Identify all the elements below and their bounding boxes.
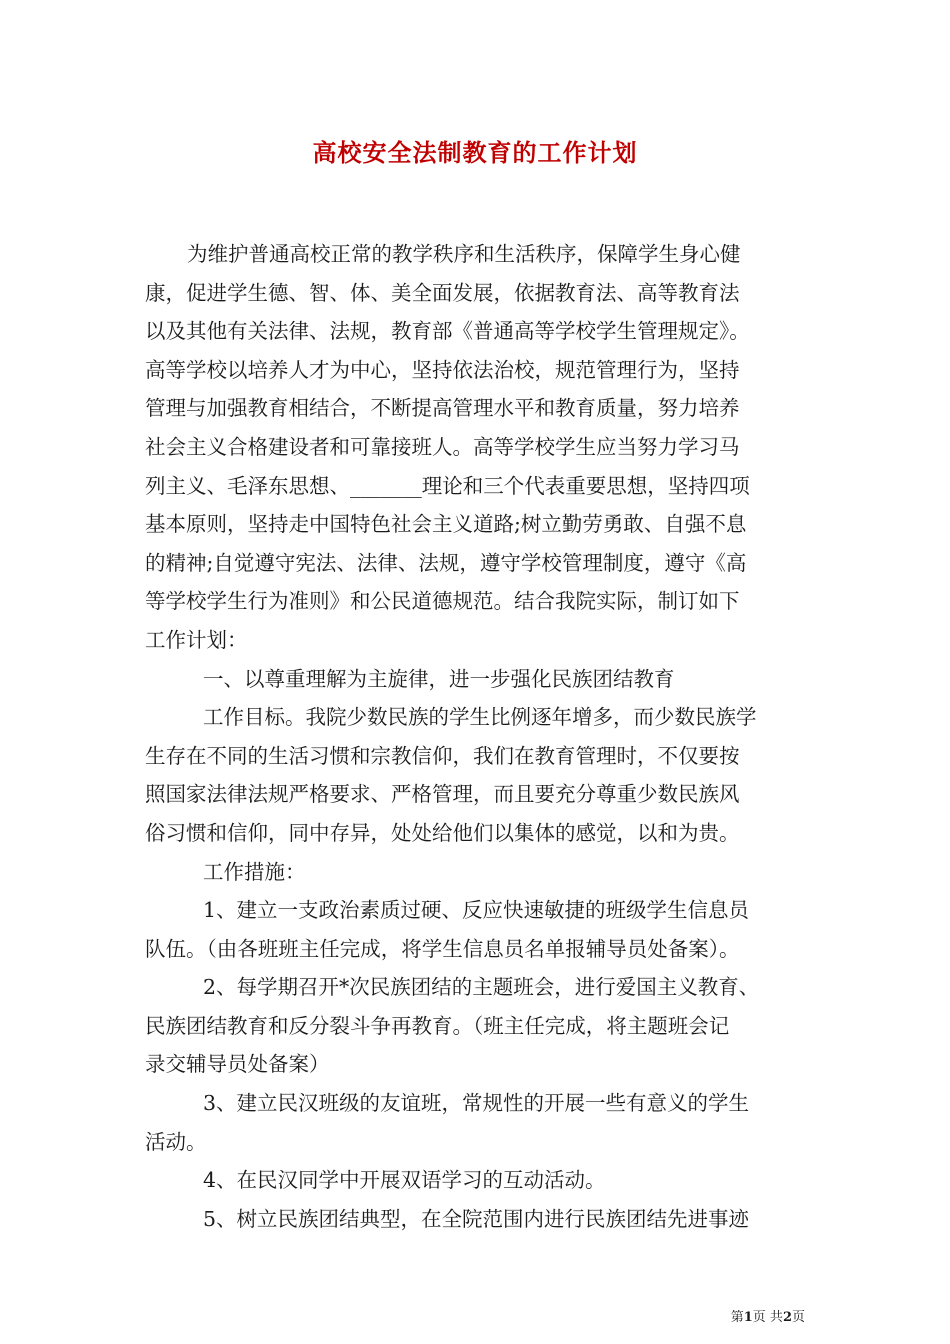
footer-suffix: 页: [791, 1310, 805, 1325]
body-line: 工作计划：: [145, 627, 248, 652]
body-line: 4、在民汉同学中开展双语学习的互动活动。: [203, 1168, 606, 1193]
total-page-number: 2: [782, 1310, 792, 1325]
body-line: 录交辅导员处备案）: [145, 1052, 330, 1077]
body-line: 工作目标。我院少数民族的学生比例逐年增多，而少数民族学: [203, 705, 757, 730]
footer-prefix: 第: [730, 1310, 744, 1325]
body-line: 一、以尊重理解为主旋律，进一步强化民族团结教育: [203, 666, 675, 691]
current-page-number: 1: [743, 1310, 753, 1325]
body-line: 管理与加强教育相结合，不断提高管理水平和教育质量，努力培养: [145, 396, 740, 421]
body-line: 以及其他有关法律、法规，教育部《普通高等学校学生管理规定》。: [145, 319, 750, 344]
body-line: 生存在不同的生活习惯和宗教信仰，我们在教育管理时，不仅要按: [145, 743, 740, 768]
document-body: [145, 235, 815, 1238]
body-line: 工作措施：: [203, 859, 306, 884]
document-title: 高校安全法制教育的工作计划: [312, 138, 638, 167]
body-line: 的精神;自觉遵守宪法、法律、法规，遵守学校管理制度，遵守《高: [145, 550, 747, 575]
body-line: 高等学校以培养人才为中心，坚持依法治校，规范管理行为，坚持: [145, 357, 740, 382]
footer-mid: 页 共: [752, 1310, 783, 1325]
body-line: 等学校学生行为准则》和公民道德规范。结合我院实际，制订如下: [145, 589, 740, 614]
body-line: 为维护普通高校正常的教学秩序和生活秩序，保障学生身心健: [187, 242, 741, 266]
page-footer: [731, 1306, 805, 1325]
body-line: 民族团结教育和反分裂斗争再教育。（班主任完成，将主题班会记: [145, 1013, 730, 1038]
body-line: 活动。: [145, 1129, 207, 1154]
body-line: 列主义、毛泽东思想、_______理论和三个代表重要思想，坚持四项: [145, 473, 750, 498]
body-line: 照国家法律法规严格要求、严格管理，而且要充分尊重少数民族风: [145, 782, 740, 807]
body-line: 俗习惯和信仰，同中存异，处处给他们以集体的感觉，以和为贵。: [145, 820, 740, 845]
body-line: 康，促进学生德、智、体、美全面发展，依据教育法、高等教育法: [145, 280, 740, 305]
body-line: 基本原则，坚持走中国特色社会主义道路;树立勤劳勇敢、自强不息: [145, 512, 747, 537]
body-line: 3、建立民汉班级的友谊班，常规性的开展一些有意义的学生: [203, 1091, 750, 1116]
body-line: 社会主义合格建设者和可靠接班人。高等学校学生应当努力学习马: [145, 434, 740, 459]
body-line: 2、每学期召开*次民族团结的主题班会，进行爱国主义教育、: [203, 975, 760, 1000]
body-line: 1、建立一支政治素质过硬、反应快速敏捷的班级学生信息员: [203, 898, 750, 923]
body-line: 5、树立民族团结典型，在全院范围内进行民族团结先进事迹: [203, 1206, 750, 1231]
body-line: 队伍。（由各班班主任完成，将学生信息员名单报辅导员处备案）。: [145, 936, 740, 961]
